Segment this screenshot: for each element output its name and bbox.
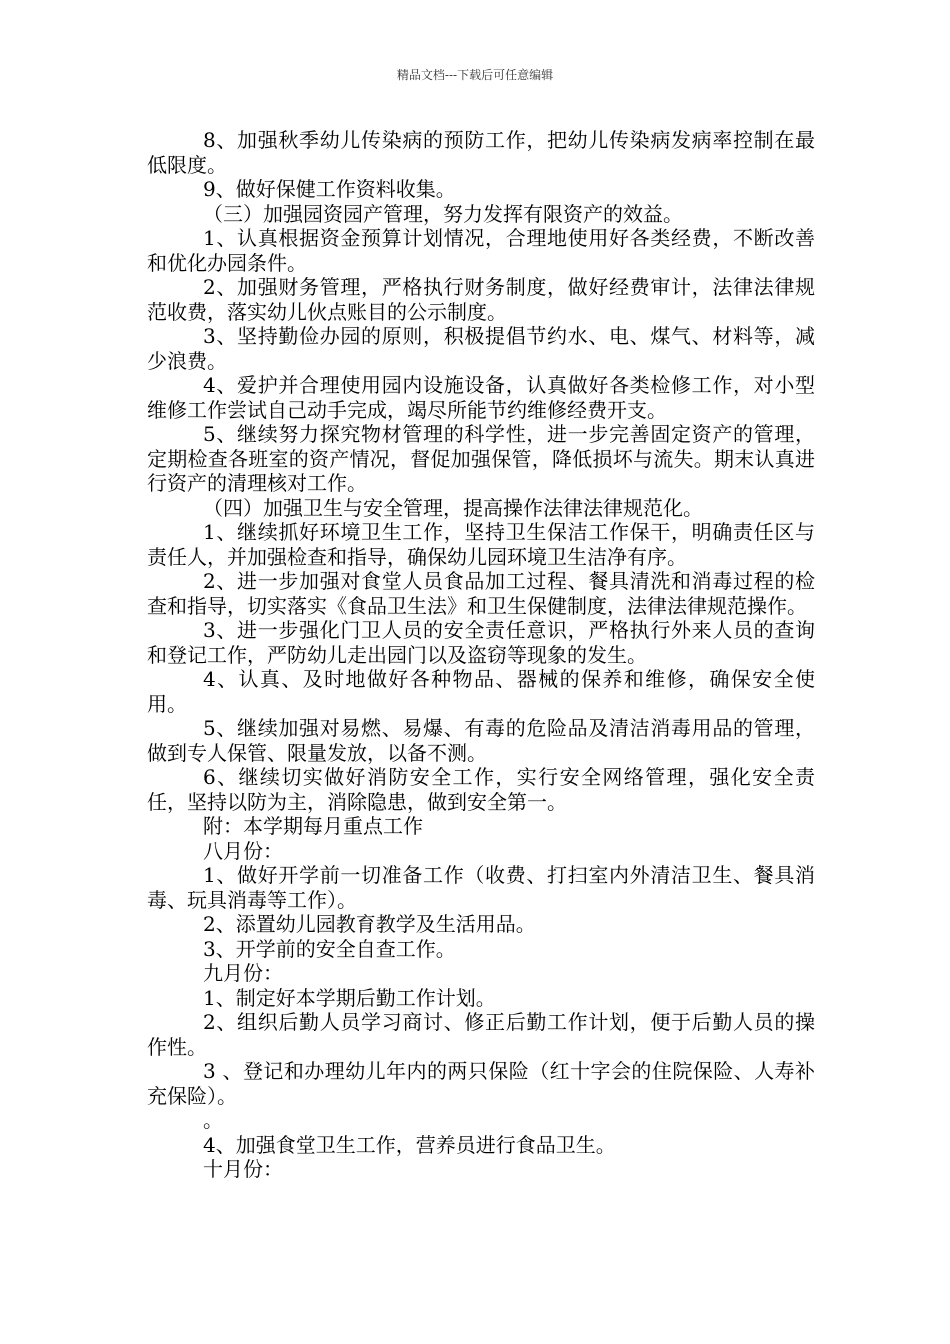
month-heading: 八月份： [203,838,283,863]
month-heading: 九月份： [203,961,283,985]
paragraph: 1、认真根据资金预算计划情况，合理地使用好各类经费，不断改善和优化办园条件。 [147,226,815,275]
paragraph: 。 [203,1108,223,1132]
page-header: 精品文档---下载后可任意编辑 [396,68,554,82]
section-heading: （三）加强园资园产管理，努力发挥有限资产的效益。 [203,201,683,226]
section-heading: （四）加强卫生与安全管理，提高操作法律法律规范化。 [203,495,703,520]
paragraph: 8、加强秋季幼儿传染病的预防工作，把幼儿传染病发病率控制在最低限度。 [147,128,815,177]
paragraph: 1、制定好本学期后勤工作计划。 [203,985,496,1010]
paragraph: 3、开学前的安全自查工作。 [203,936,456,961]
paragraph: 4、认真、及时地做好各种物品、器械的保养和维修，确保安全使用。 [147,667,815,716]
paragraph: 4、爱护并合理使用园内设施设备，认真做好各类检修工作，对小型维修工作尝试自己动手完成，竭尽所能节约维修经费开支。 [147,373,815,422]
month-heading: 十月份： [203,1157,283,1181]
paragraph: 2、加强财务管理，严格执行财务制度，做好经费审计，法律法律规范收费，落实幼儿伙点账目的公示制度。 [147,275,815,324]
appendix-heading: 附：本学期每月重点工作 [203,814,423,838]
paragraph: 5、继续努力探究物材管理的科学性，进一步完善固定资产的管理，定期检查各班室的资产情况，督促加强保管，降低损坏与流失。期末认真进行资产的清理核对工作。 [147,422,815,495]
paragraph: 2、添置幼儿园教育教学及生活用品。 [203,912,536,936]
paragraph: 3、进一步强化门卫人员的安全责任意识，严格执行外来人员的查询和登记工作，严防幼儿走出园门以及盗窃等现象的发生。 [147,618,815,667]
paragraph: 9、做好保健工作资料收集。 [203,177,456,201]
paragraph: 2、组织后勤人员学习商讨、修正后勤工作计划，便于后勤人员的操作性。 [147,1010,815,1059]
paragraph: 3、坚持勤俭办园的原则，积极提倡节约水、电、煤气、材料等，减少浪费。 [147,324,815,373]
paragraph: 4、加强食堂卫生工作，营养员进行食品卫生。 [203,1132,616,1157]
document-body [147,128,815,1182]
paragraph: 6、继续切实做好消防安全工作，实行安全网络管理，强化安全责任，坚持以防为主，消除隐患，做到安全第一。 [147,765,815,814]
paragraph: 2、进一步加强对食堂人员食品加工过程、餐具清洗和消毒过程的检查和指导，切实落实《食品卫生法》和卫生保健制度，法律法律规范操作。 [147,569,815,618]
paragraph: 1、做好开学前一切准备工作（收费、打扫室内外清洁卫生、餐具消毒、玩具消毒等工作）。 [147,863,815,912]
paragraph: 1、继续抓好环境卫生工作，坚持卫生保洁工作保干，明确责任区与责任人，并加强检查和指导，确保幼儿园环境卫生洁净有序。 [147,520,815,569]
paragraph: 3 、登记和办理幼儿年内的两只保险（红十字会的住院保险、人寿补充保险）。 [147,1059,815,1108]
paragraph: 5、继续加强对易燃、易爆、有毒的危险品及清洁消毒用品的管理，做到专人保管、限量发放，以备不测。 [147,716,815,765]
